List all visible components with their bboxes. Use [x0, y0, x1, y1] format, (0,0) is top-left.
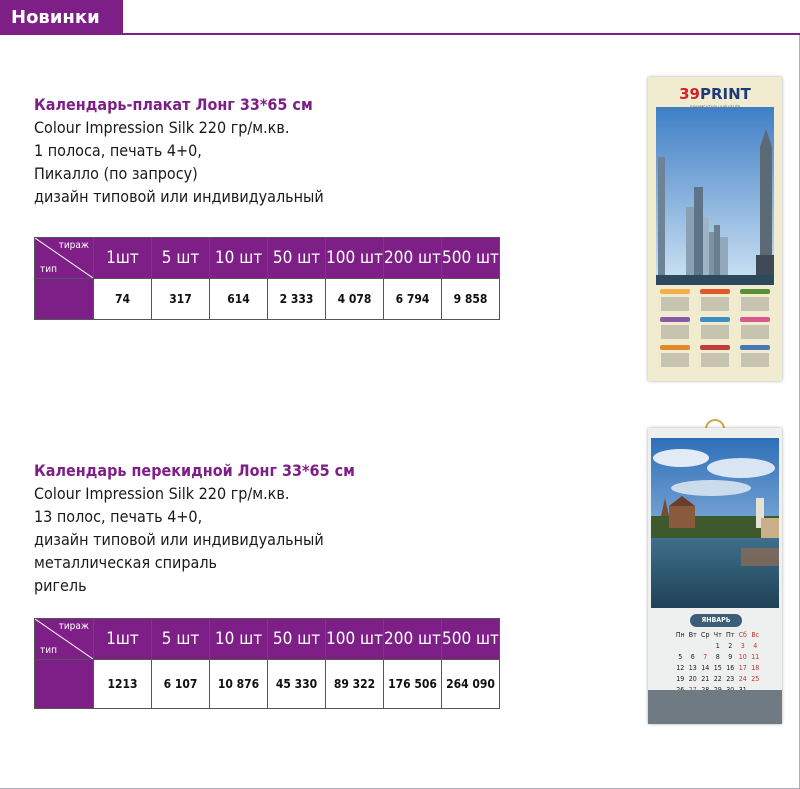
weekday-label: Пн [675, 631, 685, 639]
day-cell: 22 [713, 675, 722, 683]
brand-word: PRINT [699, 85, 751, 103]
price-cell: 6 107 [152, 660, 210, 709]
corner-label-type: тип [40, 264, 57, 275]
day-cell: 17 [738, 664, 747, 672]
river-town-photo [651, 438, 779, 608]
price-cell: 317 [152, 279, 210, 320]
quantity-header: 5 шт [152, 619, 210, 660]
product-1-line: Пикалло (по запросу) [34, 164, 198, 183]
day-cell: 6 [690, 653, 695, 661]
quantity-header: 1шт [94, 238, 152, 279]
day-cell: 18 [751, 664, 760, 672]
price-cell: 176 506 [384, 660, 442, 709]
row-header [35, 660, 94, 709]
product-1-line: Colour Impression Silk 220 гр/м.кв. [34, 118, 290, 137]
price-cell: 264 090 [442, 660, 500, 709]
price-cell: 1213 [94, 660, 152, 709]
product-2-description [34, 459, 355, 597]
weekday-row [674, 630, 762, 641]
day-cell: 20 [688, 675, 697, 683]
price-cell: 6 794 [384, 279, 442, 320]
month-label: ЯНВАРЬ [690, 614, 742, 627]
day-cell: 14 [701, 664, 710, 672]
day-cell: 9 [728, 653, 733, 661]
product-1-line: дизайн типовой или индивидуальный [34, 187, 324, 206]
product-2-line: металлическая спираль [34, 553, 218, 572]
price-cell: 74 [94, 279, 152, 320]
corner-label-quantity: тираж [58, 621, 89, 632]
day-cell: 4 [753, 642, 758, 650]
day-cell: 16 [726, 664, 735, 672]
price-cell: 10 876 [210, 660, 268, 709]
price-cell: 614 [210, 279, 268, 320]
day-cell: 12 [676, 664, 685, 672]
price-cell: 89 322 [326, 660, 384, 709]
day-cell: 21 [701, 675, 710, 683]
flip-calendar-image [648, 428, 782, 724]
table-corner [35, 238, 94, 279]
quantity-header: 200 шт [384, 238, 442, 279]
price-cell: 2 333 [268, 279, 326, 320]
price-cell: 9 858 [442, 279, 500, 320]
month-calendar [674, 630, 762, 696]
product-2-line: Colour Impression Silk 220 гр/м.кв. [34, 484, 290, 503]
product-1-line: 1 полоса, печать 4+0, [34, 141, 202, 160]
weekday-label: Чт [713, 631, 722, 639]
quantity-header: 500 шт [442, 238, 500, 279]
corner-label-quantity: тираж [58, 240, 89, 251]
calendar-footer-band [648, 690, 782, 724]
week-row [674, 652, 762, 663]
day-cell: 25 [751, 675, 760, 683]
quantity-header: 200 шт [384, 619, 442, 660]
day-cell: 8 [715, 653, 720, 661]
week-row [674, 641, 762, 652]
day-cell: 11 [751, 653, 760, 661]
week-row [674, 663, 762, 674]
quantity-header: 100 шт [326, 619, 384, 660]
poster-calendar-image [648, 77, 782, 381]
quantity-header: 1шт [94, 619, 152, 660]
city-skyline-photo [656, 107, 774, 285]
day-cell: 10 [738, 653, 747, 661]
week-row [674, 674, 762, 685]
product-2-line: дизайн типовой или индивидуальный [34, 530, 324, 549]
product-1-description [34, 93, 324, 208]
product-2-price-table [34, 618, 500, 709]
quantity-header: 5 шт [152, 238, 210, 279]
product-2-line: ригель [34, 576, 87, 595]
weekday-label: Вт [688, 631, 697, 639]
quantity-header: 100 шт [326, 238, 384, 279]
row-header [35, 279, 94, 320]
brand-logo [648, 85, 782, 103]
quantity-header: 10 шт [210, 619, 268, 660]
day-cell: 3 [740, 642, 745, 650]
day-cell: 15 [713, 664, 722, 672]
product-1-price-table [34, 237, 500, 320]
product-2-title: Календарь перекидной Лонг 33*65 см [34, 461, 355, 480]
product-2-line: 13 полос, печать 4+0, [34, 507, 203, 526]
table-corner [35, 619, 94, 660]
weekday-label: Сб [738, 631, 747, 639]
weekday-label: Ср [701, 631, 710, 639]
quantity-header: 50 шт [268, 238, 326, 279]
day-cell: 13 [688, 664, 697, 672]
price-cell: 45 330 [268, 660, 326, 709]
quantity-header: 10 шт [210, 238, 268, 279]
product-1-title: Календарь-плакат Лонг 33*65 см [34, 95, 313, 114]
day-cell: 2 [728, 642, 733, 650]
section-title: Новинки [0, 0, 123, 35]
year-calendar-grid [658, 287, 772, 372]
day-cell: 1 [715, 642, 720, 650]
day-cell: 19 [676, 675, 685, 683]
price-cell: 4 078 [326, 279, 384, 320]
weekday-label: Пт [726, 631, 735, 639]
day-cell: 7 [703, 653, 708, 661]
brand-number: 39 [679, 85, 700, 103]
day-cell: 24 [738, 675, 747, 683]
day-cell: 5 [678, 653, 683, 661]
quantity-header: 50 шт [268, 619, 326, 660]
quantity-header: 500 шт [442, 619, 500, 660]
day-cell: 23 [726, 675, 735, 683]
weekday-label: Вс [751, 631, 760, 639]
corner-label-type: тип [40, 645, 57, 656]
